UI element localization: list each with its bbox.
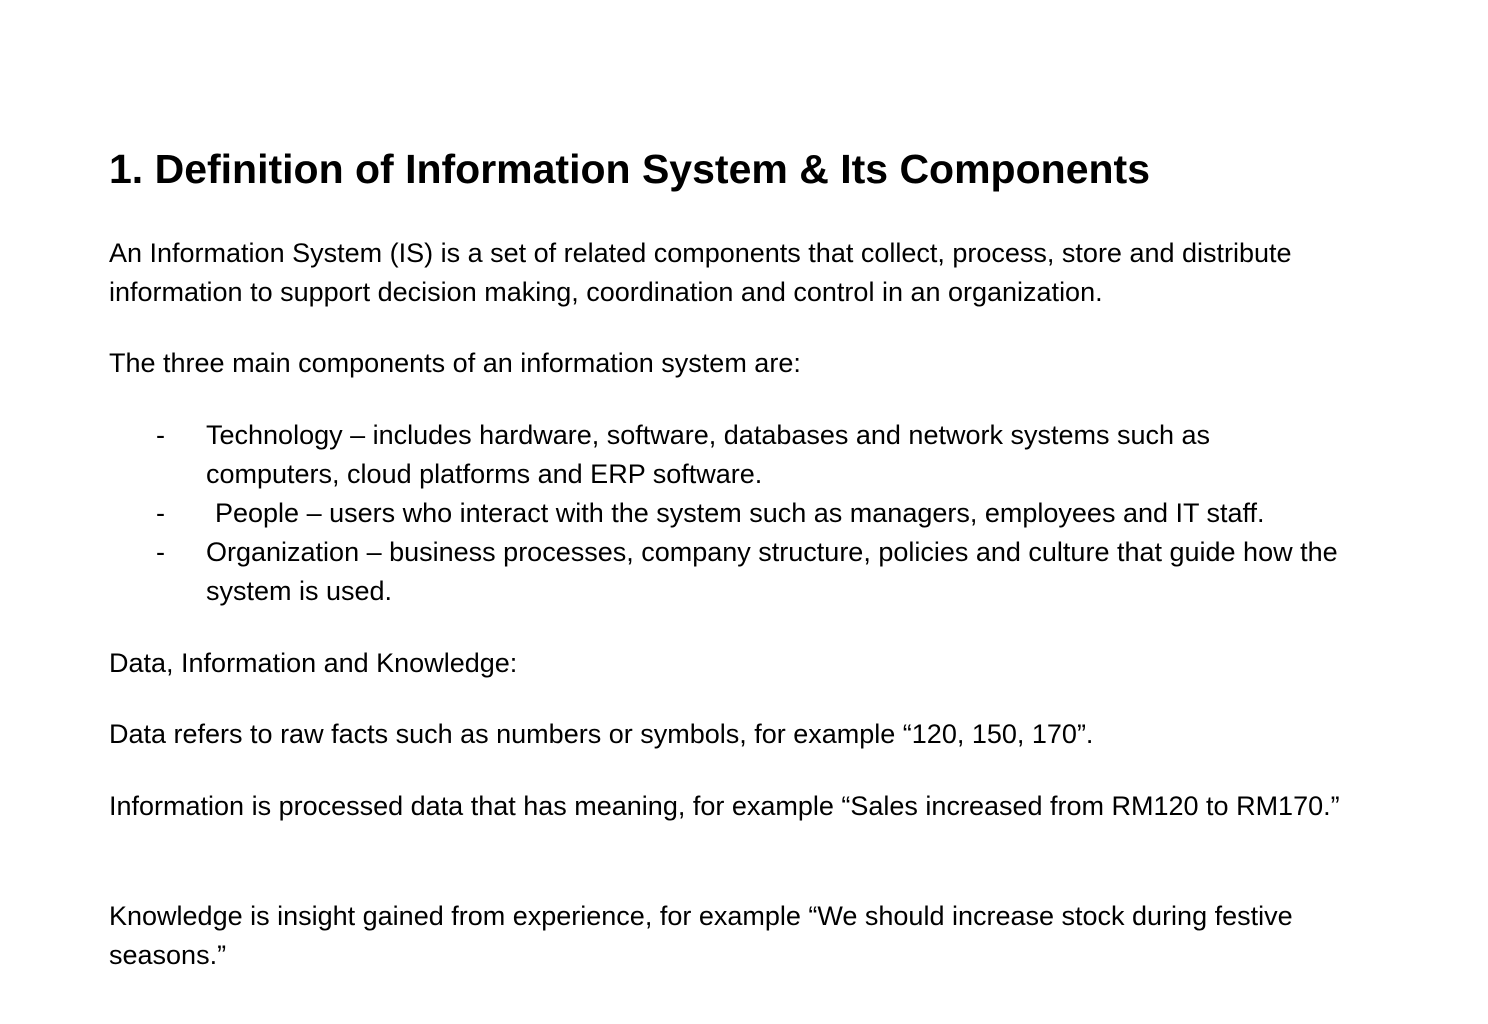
- list-bullet: -: [156, 537, 165, 567]
- intro-paragraph: An Information System (IS) is a set of related components that collect, process, store and distribute information to support decision making, coordination and control in an organization.: [109, 238, 1292, 307]
- list-item: [109, 533, 1399, 611]
- list-bullet: -: [156, 498, 165, 528]
- data-paragraph: Data refers to raw facts such as numbers or symbols, for example “120, 150, 170”.: [109, 719, 1094, 749]
- list-item-text: Organization – business processes, company structure, policies and culture that guide how the system is used.: [206, 537, 1338, 606]
- list-bullet: -: [156, 420, 165, 450]
- dik-heading: Data, Information and Knowledge:: [109, 648, 518, 678]
- knowledge-paragraph: Knowledge is insight gained from experience, for example “We should increase stock during festive seasons.”: [109, 901, 1293, 970]
- components-list: [109, 416, 1399, 611]
- list-item: [109, 416, 1399, 494]
- section-title: 1. Definition of Information System & Its Components: [109, 146, 1150, 192]
- list-item-text: Technology – includes hardware, software, databases and network systems such as computers, cloud platforms and ERP software.: [206, 420, 1211, 489]
- list-item-text: People – users who interact with the system such as managers, employees and IT staff.: [215, 498, 1265, 528]
- list-item: [109, 494, 1399, 533]
- information-paragraph: Information is processed data that has meaning, for example “Sales increased from RM120 to RM170.”: [109, 791, 1340, 821]
- components-heading: The three main components of an information system are:: [109, 348, 801, 378]
